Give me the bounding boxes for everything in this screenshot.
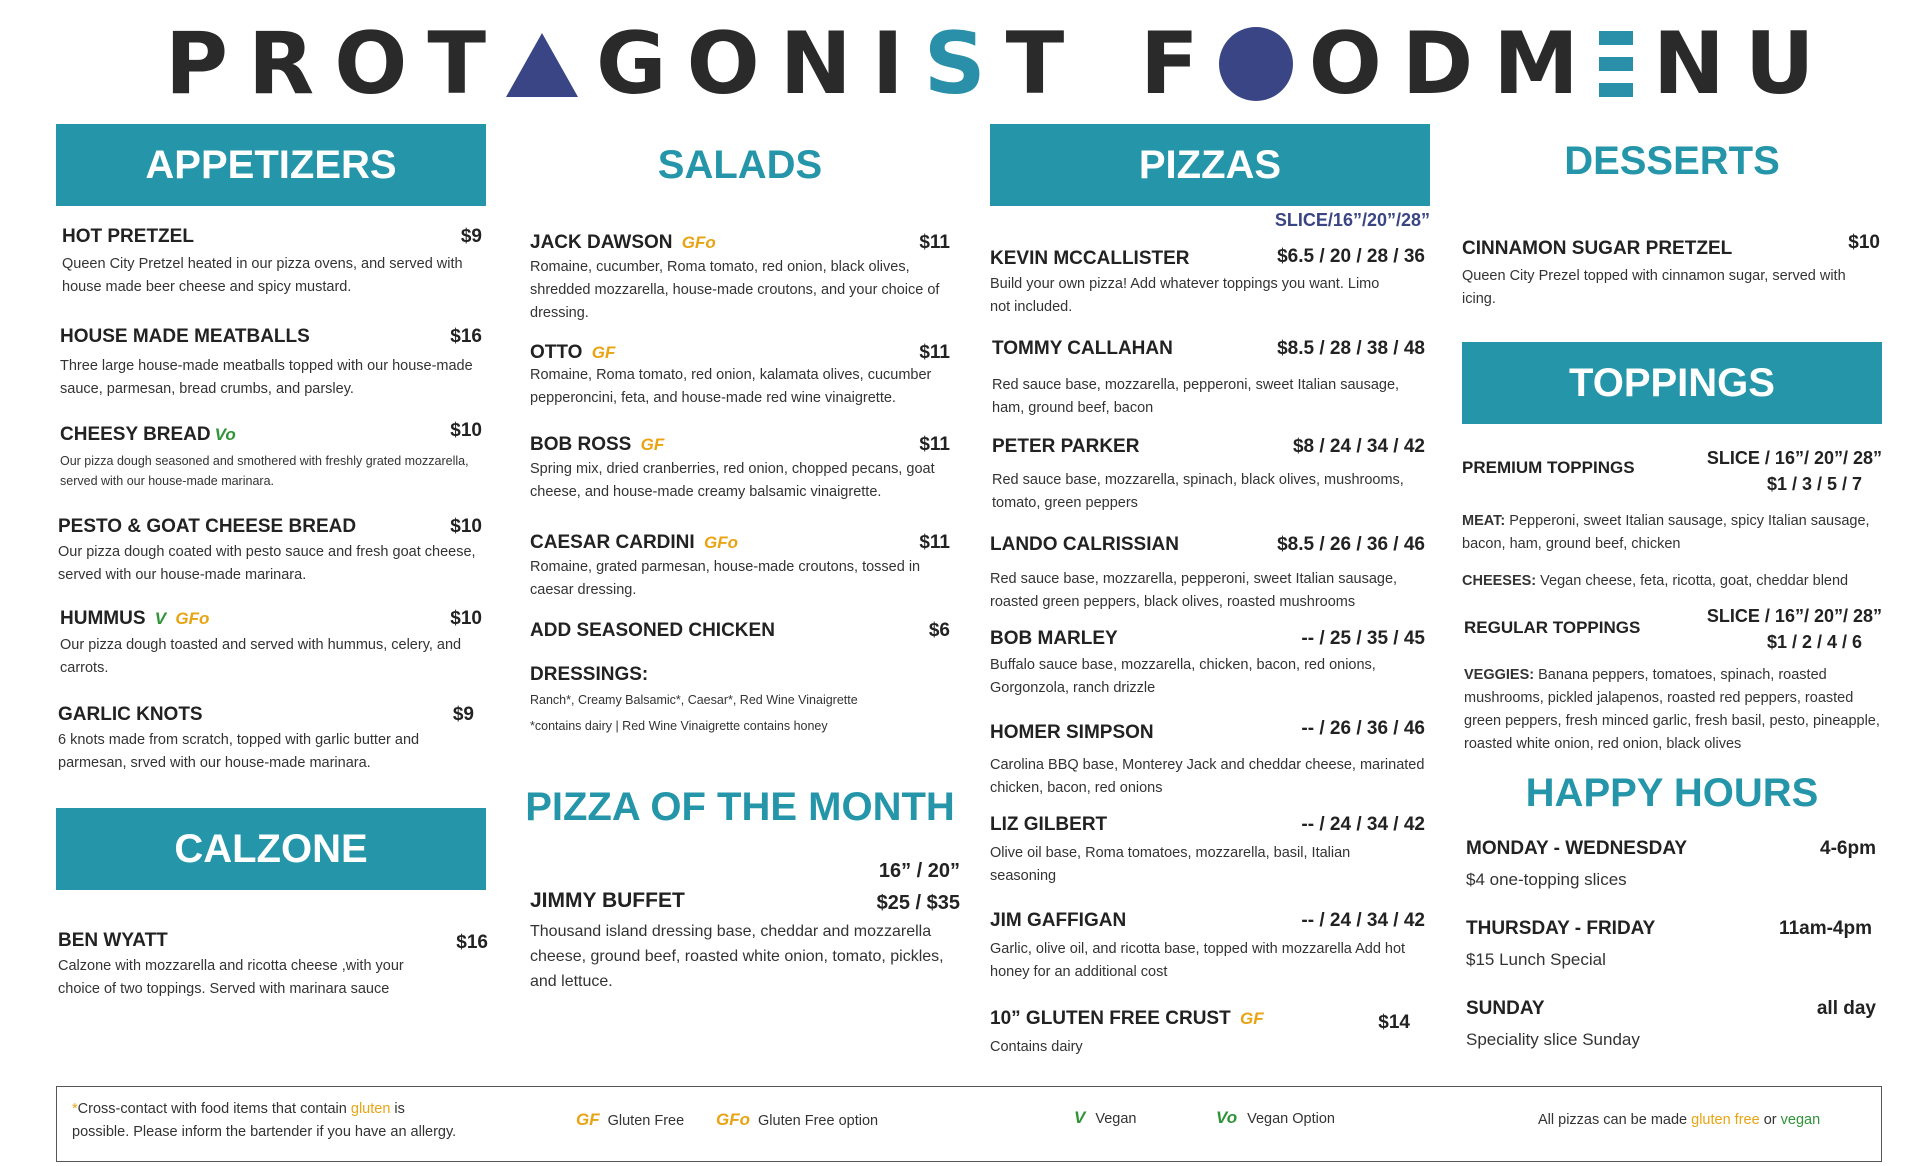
item-description: Red sauce base, mozzarella, spinach, black olives, mushrooms, tomato, green peppers: [992, 472, 1404, 511]
item-name: LANDO CALRISSIAN: [990, 534, 1179, 555]
happy-hour-item: [1466, 918, 1876, 971]
pizza-item: [990, 910, 1425, 984]
happy-hour-days: THURSDAY - FRIDAY: [1466, 918, 1656, 939]
allergy-text: possible. Please inform the bartender if you have an allergy.: [72, 1124, 457, 1140]
legend-label: Vegan Option: [1247, 1111, 1335, 1127]
happy-hour-time: 11am-4pm: [1779, 918, 1872, 939]
item-name: HOMER SIMPSON: [990, 722, 1154, 743]
meat-list: Pepperoni, sweet Italian sausage, spicy Italian sausage, bacon, ham, ground beef, chicken: [1462, 513, 1870, 552]
sizes-label: 16” / 20”: [878, 860, 960, 882]
pizza-item: [990, 628, 1425, 700]
gluten-free-option-tag: GFo: [703, 533, 738, 552]
item-description: Olive oil base, Roma tomatoes, mozzarella, basil, Italian seasoning: [990, 845, 1351, 884]
item-name: [530, 342, 950, 364]
happy-hour-deal: Speciality slice Sunday: [1466, 1030, 1640, 1049]
item-name: PETER PARKER: [992, 436, 1140, 457]
item-name: BOB MARLEY: [990, 628, 1118, 649]
dressings-label: DRESSINGS:: [530, 664, 649, 685]
item-price: $10: [450, 516, 482, 537]
item-price: $11: [919, 434, 950, 455]
premium-sizes: SLICE / 16”/ 20”/ 28”: [1706, 448, 1882, 468]
item-name-text: JACK DAWSON: [530, 232, 673, 253]
appetizer-item: [60, 608, 482, 680]
pizza-item: [990, 814, 1425, 888]
item-description: Romaine, Roma tomato, red onion, kalamata olives, cucumber pepperoncini, feta, and house-made red wine vinaigrette.: [530, 367, 932, 406]
item-price: $6.5 / 20 / 28 / 36: [1277, 246, 1425, 267]
item-name-text: HUMMUS: [60, 608, 146, 629]
veggies-list: Banana peppers, tomatoes, spinach, roasted mushrooms, pickled jalapenos, roasted red peppers, roasted green peppers, fresh minced garlic, fresh basil, pesto, pineapple, roasted white onion, red onion, black olives: [1464, 667, 1880, 752]
item-price: -- / 24 / 34 / 42: [1301, 910, 1425, 931]
note-gluten-free: gluten free: [1691, 1112, 1760, 1128]
vegan-tag: V: [154, 609, 167, 628]
brand-logo-part: S: [923, 14, 1006, 114]
allergy-text: is: [390, 1101, 405, 1117]
item-description: Red sauce base, mozzarella, pepperoni, sweet Italian sausage, roasted green peppers, black olives, roasted mushrooms: [990, 571, 1398, 610]
regular-prices: $1 / 2 / 4 / 6: [1766, 632, 1862, 652]
item-name: [990, 1008, 1420, 1030]
gluten-free-option-tag: GFo: [681, 233, 716, 252]
item-name: BEN WYATT: [58, 930, 168, 951]
gluten-free-option-tag: GFo: [175, 609, 210, 628]
item-name: LIZ GILBERT: [990, 814, 1108, 835]
legend-label: Vegan: [1095, 1111, 1137, 1127]
item-name: JIM GAFFIGAN: [990, 910, 1127, 931]
pizza-item: [990, 534, 1425, 614]
menu-logo-part: NU: [1652, 14, 1835, 114]
desserts-heading: DESSERTS: [1564, 139, 1780, 183]
item-description: Red sauce base, mozzarella, pepperoni, sweet Italian sausage, ham, ground beef, bacon: [992, 377, 1400, 416]
legend-item: [1070, 1108, 1136, 1128]
item-description: Romaine, grated parmesan, house-made croutons, tossed in caesar dressing.: [530, 559, 921, 598]
item-price: $14: [1378, 1012, 1410, 1033]
item-name: [530, 232, 950, 254]
allergy-star: *: [72, 1101, 78, 1117]
item-name: TOMMY CALLAHAN: [992, 338, 1173, 359]
pizza-of-the-month-item: [530, 860, 960, 994]
happy-hour-deal: $4 one-topping slices: [1466, 870, 1627, 889]
item-name: PESTO & GOAT CHEESE BREAD: [58, 516, 357, 537]
brand-logo-part: PROT: [165, 14, 507, 114]
salad-item: [530, 434, 950, 504]
item-description: Contains dairy: [990, 1039, 1083, 1055]
item-name-text: CHEESY BREAD: [60, 424, 211, 445]
note-vegan: vegan: [1780, 1112, 1821, 1128]
item-name-text: CAESAR CARDINI: [530, 532, 695, 553]
happy-hour-time: 4-6pm: [1820, 838, 1876, 859]
item-price: $16: [450, 326, 482, 347]
item-description: Garlic, olive oil, and ricotta base, topped with mozzarella Add hot honey for an additional cost: [990, 941, 1406, 980]
item-price: $16: [456, 932, 488, 953]
meat-label: MEAT:: [1462, 513, 1506, 529]
salad-item: [530, 232, 950, 325]
item-price: $10: [450, 420, 482, 441]
salad-addon: [530, 620, 950, 642]
item-description: 6 knots made from scratch, topped with garlic butter and parmesan, srved with our house-made marinara.: [58, 732, 420, 771]
item-price: $11: [919, 532, 950, 553]
appetizer-item: [58, 704, 482, 775]
salad-item: [530, 532, 950, 602]
note-text: All pizzas can be made: [1538, 1112, 1692, 1128]
appetizer-item: [62, 226, 482, 299]
item-name: [60, 608, 482, 630]
happy-hour-days: MONDAY - WEDNESDAY: [1466, 838, 1688, 859]
legend-label: Gluten Free option: [758, 1113, 879, 1129]
item-name: [60, 424, 482, 446]
item-description: Spring mix, dried cranberries, red onion, chopped pecans, goat cheese, and house-made creamy balsamic vinaigrette.: [530, 461, 935, 500]
item-name-text: 10” GLUTEN FREE CRUST: [990, 1008, 1231, 1029]
appetizer-item: [60, 326, 482, 401]
salads-heading: SALADS: [657, 143, 823, 187]
calzone-heading: CALZONE: [56, 808, 486, 890]
food-menu-logo: [1140, 14, 1835, 114]
legend-item: [1212, 1108, 1335, 1128]
premium-toppings-label: PREMIUM TOPPINGS: [1462, 458, 1635, 477]
brand-logo-part: GONI: [596, 14, 924, 114]
item-name-text: BOB ROSS: [530, 434, 632, 455]
vegan-option-tag: Vo: [214, 425, 236, 444]
item-name: ADD SEASONED CHICKEN: [530, 620, 775, 641]
item-description: Build your own pizza! Add whatever toppings you want. Limo not included.: [990, 276, 1380, 315]
item-description: Our pizza dough coated with pesto sauce and fresh goat cheese, served with our house-made marinara.: [58, 544, 476, 583]
item-description: Calzone with mozzarella and ricotta cheese ,with your choice of two toppings. Served with marinara sauce: [58, 958, 404, 997]
item-name: KEVIN MCCALLISTER: [990, 248, 1190, 269]
item-price: $11: [919, 342, 950, 363]
item-price: $8 / 24 / 34 / 42: [1292, 436, 1425, 457]
appetizer-item: [60, 420, 482, 491]
item-price: -- / 26 / 36 / 46: [1301, 718, 1425, 739]
calzone-item: [58, 930, 488, 1001]
gluten-free-option-tag: GFo: [716, 1110, 750, 1129]
item-description: Thousand island dressing base, cheddar and mozzarella cheese, ground beef, roasted white onion, tomato, pickles, and lettuce.: [530, 923, 944, 990]
item-price: $9: [452, 704, 474, 725]
pizza-item: [990, 248, 1425, 319]
bars-icon: [1599, 31, 1633, 97]
vegan-tag: V: [1074, 1108, 1086, 1127]
note-text: or: [1759, 1112, 1781, 1128]
regular-toppings: [1464, 606, 1882, 652]
dressings: [530, 664, 960, 736]
item-price: $11: [919, 232, 950, 253]
item-price: $25 / $35: [876, 892, 960, 914]
triangle-icon: [506, 33, 578, 97]
pizza-sizes-label: SLICE/16”/20”/28”: [1274, 210, 1430, 230]
item-name: GARLIC KNOTS: [58, 704, 203, 725]
brand-logo-part: T: [1005, 14, 1085, 114]
item-name: HOUSE MADE MEATBALLS: [60, 326, 310, 347]
item-description: Romaine, cucumber, Roma tomato, red onion, black olives, shredded mozzarella, house-made croutons, and your choice of dressing.: [530, 259, 940, 321]
item-description: Our pizza dough seasoned and smothered with freshly grated mozzarella, served with our house-made marinara.: [60, 454, 469, 488]
item-price: $9: [460, 226, 482, 247]
item-description: Queen City Pretzel heated in our pizza ovens, and served with house made beer cheese and spicy mustard.: [62, 256, 463, 295]
gluten-free-tag: GF: [576, 1110, 600, 1129]
pizza-options-note: [1538, 1112, 1820, 1128]
legend-label: Gluten Free: [607, 1113, 685, 1129]
happy-hour-time: all day: [1816, 998, 1876, 1019]
item-price: $10: [1848, 232, 1880, 253]
item-description: Three large house-made meatballs topped with our house-made sauce, parmesan, bread crumbs, and parsley.: [60, 358, 473, 397]
happy-hour-days: SUNDAY: [1466, 998, 1545, 1019]
regular-toppings-label: REGULAR TOPPINGS: [1464, 618, 1641, 637]
item-description: Our pizza dough toasted and served with hummus, celery, and carrots.: [60, 637, 462, 676]
pizza-item: [992, 436, 1425, 515]
menu-logo-part: ODM: [1308, 14, 1599, 114]
legend-item: [572, 1110, 684, 1130]
pizza-item: [992, 338, 1425, 420]
item-name: HOT PRETZEL: [62, 226, 194, 247]
item-name: [530, 434, 950, 456]
item-description: Buffalo sauce base, mozzarella, chicken, bacon, red onions, Gorgonzola, ranch drizzle: [990, 657, 1376, 696]
dressings-note: *contains dairy | Red Wine Vinaigrette contains honey: [530, 719, 828, 733]
premium-toppings: [1462, 448, 1882, 494]
regular-sizes: SLICE / 16”/ 20”/ 28”: [1706, 606, 1882, 626]
circle-icon: [1219, 27, 1293, 101]
item-price: $8.5 / 28 / 38 / 48: [1277, 338, 1425, 359]
vegan-option-tag: Vo: [1216, 1108, 1238, 1127]
veggies-label: VEGGIES:: [1464, 667, 1535, 683]
item-description: Carolina BBQ base, Monterey Jack and cheddar cheese, marinated chicken, bacon, red onions: [990, 757, 1425, 796]
meat-toppings: [1462, 510, 1882, 556]
pizzas-heading: PIZZAS: [990, 124, 1430, 206]
gluten-free-tag: GF: [591, 343, 616, 362]
cheeses-label: CHEESES:: [1462, 573, 1537, 589]
veggie-toppings: [1464, 664, 1894, 756]
item-name-text: OTTO: [530, 342, 583, 363]
item-price: $6: [928, 620, 950, 641]
gluten-free-tag: GF: [640, 435, 665, 454]
dessert-item: [1462, 232, 1880, 311]
happy-hour-deal: $15 Lunch Special: [1466, 950, 1606, 969]
brand-logo: [165, 14, 1084, 114]
item-description: Queen City Prezel topped with cinnamon sugar, served with icing.: [1462, 268, 1846, 307]
appetizer-item: [58, 516, 482, 587]
legend-item: [712, 1110, 878, 1130]
menu-logo-part: F: [1140, 14, 1219, 114]
happy-hour-item: [1466, 998, 1876, 1051]
item-price: -- / 25 / 35 / 45: [1301, 628, 1425, 649]
allergy-text: Cross-contact with food items that contain: [77, 1101, 351, 1117]
item-name: JIMMY BUFFET: [530, 889, 685, 912]
happy-hour-item: [1466, 838, 1876, 891]
toppings-heading: TOPPINGS: [1462, 342, 1882, 424]
cheeses-list: Vegan cheese, feta, ricotta, goat, cheddar blend: [1540, 573, 1849, 589]
item-name: CINNAMON SUGAR PRETZEL: [1462, 238, 1733, 259]
dressings-list: Ranch*, Creamy Balsamic*, Caesar*, Red Wine Vinaigrette: [530, 693, 858, 707]
item-price: $8.5 / 26 / 36 / 46: [1277, 534, 1425, 555]
pizza-item: [990, 1008, 1420, 1059]
allergy-note: [72, 1098, 456, 1144]
gluten-free-tag: GF: [1239, 1009, 1264, 1028]
allergy-gluten: gluten: [350, 1101, 391, 1117]
item-name: [530, 532, 950, 554]
premium-prices: $1 / 3 / 5 / 7: [1766, 474, 1862, 494]
item-price: $10: [450, 608, 482, 629]
pizza-item: [990, 718, 1425, 800]
cheese-toppings: [1462, 570, 1892, 593]
appetizers-heading: APPETIZERS: [56, 124, 486, 206]
happy-hours-heading: HAPPY HOURS: [1525, 771, 1819, 815]
pizza-of-the-month-heading: PIZZA OF THE MONTH: [525, 785, 955, 829]
salad-item: [530, 342, 950, 410]
item-price: -- / 24 / 34 / 42: [1301, 814, 1425, 835]
